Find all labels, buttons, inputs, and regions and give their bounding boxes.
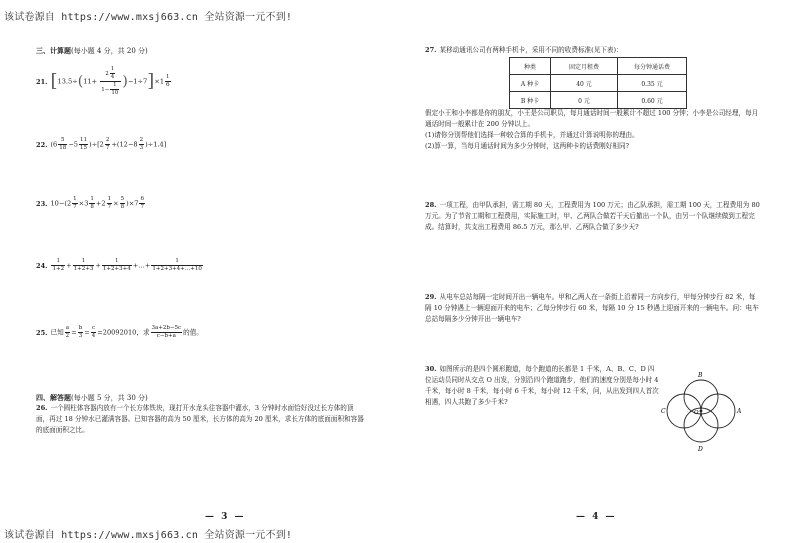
- q23-number: 23.: [36, 199, 48, 208]
- q21-part: ×1: [154, 77, 165, 86]
- q21-number: 21.: [36, 77, 48, 86]
- label-d: D: [698, 446, 703, 453]
- q26-text: 一个圆柱体容器内放有一个长方体铁块，现打开水龙头往容器中灌水，3 分钟时水面恰好没过长方体的顶面，再过 18 分钟水已灌满容器。已知容器的高为 50 厘米，长方体的高为 20 厘米，求长方体的底面面积和容器的底面面积之比。: [36, 404, 364, 434]
- q21-f3-top: 1: [166, 74, 170, 80]
- q24-f3-bottom: 1+2+3+4: [102, 266, 131, 272]
- q22-number: 22.: [36, 140, 48, 149]
- table-cell: B 种卡: [510, 92, 551, 109]
- q25-eq: =: [71, 328, 77, 337]
- q24-f1-bottom: 1+2: [52, 266, 65, 272]
- watermark-bottom: 该试卷源自 https://www.mxsj663.cn 全站资源一元不到!: [4, 530, 293, 541]
- q24-ellipsis: +…+: [132, 261, 151, 270]
- question-23: [36, 196, 146, 211]
- q25-f4-bottom: c−b+a: [156, 333, 176, 339]
- q22-f2-top: 11: [80, 137, 87, 143]
- point-o: [700, 410, 703, 413]
- q22-f1-bottom: 18: [59, 145, 67, 151]
- q25-number: 25.: [36, 328, 48, 337]
- q23-f5-bottom: 7: [140, 204, 144, 210]
- q23-f4-bottom: 8: [120, 204, 125, 210]
- section-3-title: 三、计算题: [36, 46, 71, 55]
- four-circles-diagram: [660, 368, 742, 454]
- question-22: [36, 137, 166, 152]
- q22-part: −5: [68, 140, 78, 149]
- q23-part: 10−(2: [50, 199, 72, 208]
- q25-f1-top: a: [65, 325, 70, 331]
- q30-number: 30.: [425, 365, 437, 373]
- q25-f3-top: c: [91, 325, 96, 331]
- q21-den-part: 1−: [101, 87, 110, 93]
- q23-f3-top: 1: [107, 196, 112, 202]
- fee-table-wrapper: [509, 57, 687, 109]
- q25-f2-bottom: 3: [78, 333, 83, 339]
- table-header: 种类: [510, 58, 551, 75]
- q22-f3-bottom: 7: [105, 145, 110, 151]
- q30-text: 如图所示的是四个圆形跑道，每个跑道的长都是 1 千米，A、B、C、D 四位运动员同时从交点 O 出发，分别沿四个跑道跑步，他们的速度分别是每小时 4 千米，每小时 8 千米，每小时 6 千米，每小时 12 千米，问，从出发到四人首次相遇，四人共跑了多少千米?: [425, 365, 659, 406]
- q29-number: 29.: [425, 293, 437, 301]
- q25-f3-bottom: 4: [91, 333, 96, 339]
- q22-f1-top: 5: [58, 137, 67, 145]
- table-cell: 0 元: [551, 92, 618, 109]
- q24-number: 24.: [36, 261, 48, 270]
- question-21: 21. [13.5÷(11+ 2 $\frac{1}{4}$ 1− $\frac{1}{10}$ )−1÷7]×1 $\frac{1}{6}$: [36, 66, 170, 96]
- q29-text: 从电车总站每隔一定时间开出一辆电车。甲和乙两人在一条街上沿着同一方向步行，甲每分钟步行 82 米，每隔 10 分钟遇上一辆迎面开来的电车；乙每分钟步行 60 米，每隔 10 分 15 秒遇上迎面开来的一辆电车。问：电车总站每隔多少分钟开出一辆电车?: [425, 293, 759, 323]
- q23-part: ×: [113, 199, 119, 208]
- q21-num-int: 2: [105, 71, 109, 77]
- table-row: [510, 92, 687, 109]
- q23-f1-bottom: 7: [73, 204, 77, 210]
- q24-f4-bottom: 1+2+3+4+…+10: [152, 266, 202, 272]
- section-4-heading: [36, 393, 148, 403]
- question-24: [36, 258, 204, 273]
- q21-part: −1÷7: [127, 77, 148, 86]
- q23-f5-top: 6: [140, 196, 144, 202]
- label-c: C: [661, 408, 666, 415]
- q22-part: )÷: [89, 140, 98, 149]
- table-row: [510, 75, 687, 92]
- q21-part: 11+: [83, 77, 98, 86]
- q24-f4-top: 1: [151, 258, 203, 266]
- q22-f3-top: 2: [105, 137, 110, 143]
- question-27-body: [425, 108, 760, 152]
- label-b: B: [698, 372, 703, 379]
- q23-part: ×3: [78, 199, 89, 208]
- q21-f3-bottom: 6: [166, 82, 170, 88]
- section-4-title: 四、解答题: [36, 393, 71, 402]
- q25-part: =20092010，求: [97, 328, 150, 337]
- q22-part: (6: [50, 140, 58, 149]
- question-25: [36, 325, 203, 340]
- q21-part: 13.5÷: [57, 77, 78, 86]
- q25-f4-top: 3a+2b−5c: [151, 325, 182, 331]
- question-27-intro: [425, 45, 623, 56]
- fee-table: [509, 57, 687, 109]
- q25-part: 已知: [50, 328, 64, 337]
- table-cell: 0.35 元: [618, 75, 687, 92]
- section-4-note: (每小题 5 分，共 30 分): [71, 394, 148, 402]
- q28-text: 一项工程，由甲队承担，需工期 80 天，工程费用为 100 万元；由乙队承担，需工期 100 天，工程费用为 80 万元。为了节省工期和工程费用，实际施工时，甲、乙两队合做若干天后撤出一个队，由另一个队继续做到工程完成。结算时，共支出工程费用 86.5 万元，那么甲、乙两队合做了多少天?: [425, 201, 760, 231]
- page-number-left: — 3 —: [205, 512, 246, 522]
- q24-f2-top: 1: [73, 258, 95, 266]
- q22-part: +(12−8: [111, 140, 138, 149]
- q24-f2-bottom: 1+2+3: [73, 266, 94, 272]
- q25-eq: =: [84, 328, 90, 337]
- q23-part: +2: [95, 199, 106, 208]
- question-26: [36, 403, 364, 436]
- q23-part: )×7: [126, 199, 139, 208]
- q23-f1-top: 1: [73, 196, 77, 202]
- q24-f1-top: 1: [51, 258, 65, 266]
- table-header-row: [510, 58, 687, 75]
- q22-f2-bottom: 15: [80, 145, 87, 151]
- table-cell: 40 元: [551, 75, 618, 92]
- table-cell: 0.60 元: [618, 92, 687, 109]
- page-number-right: — 4 —: [576, 512, 617, 522]
- q21-complex-fraction: [100, 66, 121, 97]
- label-o: O: [694, 410, 699, 416]
- label-a: A: [737, 408, 742, 415]
- q25-f1-bottom: 2: [65, 333, 70, 339]
- q21-f2-top: 1: [110, 82, 119, 90]
- q23-f2-top: 1: [90, 196, 94, 202]
- q27-intro: 某移动通讯公司有两种手机卡，采用不同的收费标准(见下表)：: [439, 46, 623, 54]
- q22-f4-top: 2: [139, 137, 144, 143]
- q21-f1-bottom: 4: [110, 74, 115, 80]
- section-3-note: (每小题 4 分，共 20 分): [71, 47, 148, 55]
- q24-plus: +: [95, 261, 101, 270]
- question-28: [425, 200, 760, 233]
- section-3-heading: [36, 46, 148, 56]
- question-30: [425, 364, 659, 408]
- q26-number: 26.: [36, 404, 48, 412]
- table-header: 固定月租费: [551, 58, 618, 75]
- q28-number: 28.: [425, 201, 437, 209]
- q22-part: )÷1.4]: [145, 140, 167, 149]
- q27-body: 假定小王和小李都是你的朋友，小王是公司职员，每月通话时间一般累计不超过 100 分钟；小李是公司经理，每月通话时间一般累计在 200 分钟以上。: [425, 109, 759, 128]
- table-cell: A 种卡: [510, 75, 551, 92]
- q27-sub-2: (2)算一算，当每月通话时间为多少分钟时，这两种卡的话费刚好相同?: [425, 142, 630, 150]
- q22-part: [2: [97, 140, 104, 149]
- q24-plus: +: [66, 261, 72, 270]
- q21-f1-top: 1: [110, 66, 115, 72]
- q23-f3-bottom: 7: [107, 204, 112, 210]
- watermark-top: 该试卷源自 https://www.mxsj663.cn 全站资源一元不到!: [4, 12, 293, 23]
- q27-sub-1: (1)请你分别帮他们选择一种较合算的手机卡，并通过计算说明你的理由。: [425, 131, 639, 139]
- q22-f4-bottom: 3: [139, 145, 144, 151]
- q23-f4-top: 5: [120, 196, 125, 202]
- q27-number: 27.: [425, 46, 437, 54]
- q25-f2-top: b: [78, 325, 83, 331]
- q24-f3-top: 1: [102, 258, 132, 266]
- q23-f2-bottom: 8: [90, 204, 94, 210]
- question-29: [425, 292, 760, 325]
- q25-part: 的值。: [183, 328, 203, 337]
- q21-f2-bottom: 10: [111, 90, 119, 96]
- table-header: 每分钟通话费: [618, 58, 687, 75]
